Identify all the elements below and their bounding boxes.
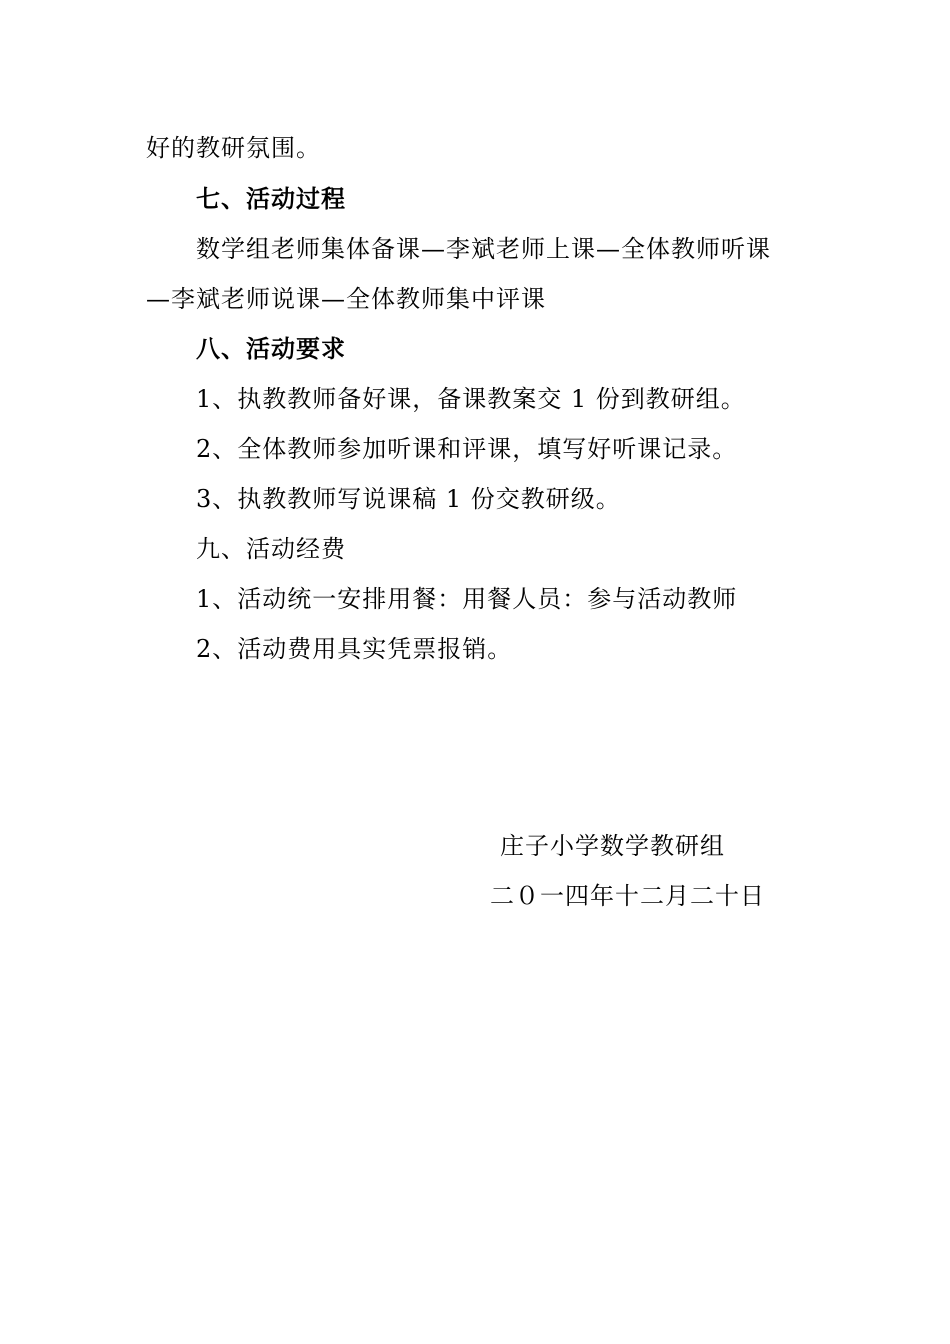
section7-paragraph-line2: —李斌老师说课—全体教师集中评课 (146, 285, 546, 313)
section7-heading: 七、活动过程 (196, 184, 346, 213)
signature-organization: 庄子小学数学教研组 (500, 832, 725, 860)
section8-item-3: 3、执教教师写说课稿 1 份交教研级。 (196, 485, 621, 513)
section8-item-1: 1、执教教师备好课，备课教案交 1 份到教研组。 (196, 385, 746, 413)
section9-item-1: 1、活动统一安排用餐：用餐人员：参与活动教师 (196, 585, 738, 613)
continuation-text: 好的教研氛围。 (146, 134, 321, 162)
section7-paragraph-line1: 数学组老师集体备课—李斌老师上课—全体教师听课 (196, 235, 771, 263)
section8-heading: 八、活动要求 (196, 334, 346, 363)
section9-heading: 九、活动经费 (196, 535, 346, 563)
section9-item-2: 2、活动费用具实凭票报销。 (196, 635, 513, 663)
signature-date: 二０一四年十二月二十日 (490, 882, 765, 910)
section8-item-2: 2、全体教师参加听课和评课，填写好听课记录。 (196, 435, 738, 463)
